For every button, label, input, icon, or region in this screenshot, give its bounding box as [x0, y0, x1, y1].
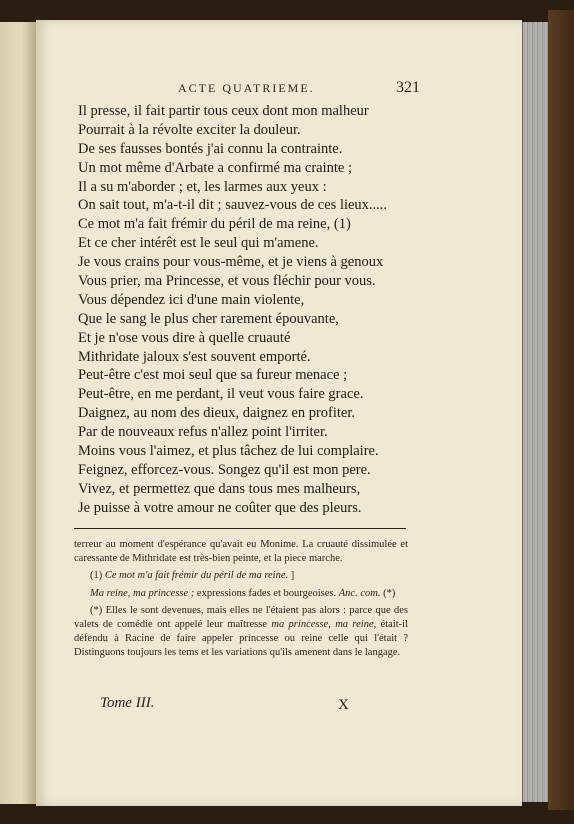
note-1-bracket: ] [290, 570, 295, 582]
note-comment-phrase: Ma reine, ma princesse ; [90, 587, 195, 599]
verse-line: De ses fausses bontés j'ai connu la contrainte. [78, 140, 343, 157]
page-block-edge [522, 22, 549, 802]
verse-line: Feignez, efforcez-vous. Songez qu'il est mon pere. [78, 461, 371, 478]
verse-line: Vous prier, ma Princesse, et vous fléchir pour vous. [78, 273, 376, 290]
signature-mark: X [338, 697, 349, 713]
page-footer [100, 695, 360, 719]
verse-line: Je vous crains pour vous-même, et je viens à genoux [78, 254, 384, 271]
verse-line: Et ce cher intérêt est le seul qui m'amene. [78, 235, 319, 252]
note-1 [74, 569, 408, 583]
note-comment-text: expressions fades et bourgeoises. [194, 587, 337, 599]
verse-line: Je puisse à votre amour ne coûter que des pleurs. [78, 499, 362, 516]
verse-line: Un mot même d'Arbate a confirmé ma crainte ; [78, 159, 352, 176]
verse-text [78, 102, 428, 518]
volume-mark: Tome III. [100, 695, 155, 711]
footnote-rule [74, 528, 406, 529]
book-cover-edge [548, 10, 574, 810]
note-asterisk-text-2: , était-il défendu à Racine de faire appeler princesse ou reine celle qui l'était ? Distinguons toujours les tems et les variations qu'ils amenent dans le langage. [74, 619, 409, 659]
note-comment-marker: (*) [383, 587, 396, 599]
note-comment-source: Anc. com. [338, 587, 381, 599]
note-1-quote: Ce mot m'a fait frémir du péril de ma reine. [104, 570, 289, 582]
verse-line: Peut-être, en me perdant, il veut vous faire grace. [78, 386, 364, 403]
footnotes [74, 538, 408, 664]
note-1-number: (1) [90, 570, 103, 582]
note-asterisk-marker: (*) [90, 604, 103, 616]
verse-line: Et je n'ose vous dire à quelle cruauté [78, 329, 291, 346]
verse-line: On sait tout, m'a-t-il dit ; sauvez-vous de ces lieux..... [78, 197, 388, 214]
note-asterisk-text-1: Elles le sont devenues, mais elles ne l'étaient pas alors : parce que des valets de comédie ont appelé leur maîtresse [74, 604, 408, 631]
note-asterisk-quote: ma princesse, ma reine [271, 619, 374, 631]
note-comment [74, 587, 408, 601]
verse-line: Ce mot m'a fait frémir du péril de ma reine, (1) [78, 216, 351, 233]
verse-line: Il a su m'aborder ; et, les larmes aux yeux : [78, 178, 327, 195]
page-header [140, 79, 420, 99]
verse-line: Pourrait à la révolte exciter la douleur. [78, 121, 301, 138]
verse-line: Par de nouveaux refus n'allez point l'irriter. [78, 424, 328, 441]
verse-line: Daignez, au nom des dieux, daignez en profiter. [78, 405, 356, 422]
verse-line: Mithridate jaloux s'est souvent emporté. [78, 348, 311, 365]
verse-line: Vous dépendez ici d'une main violente, [78, 291, 305, 308]
verse-line: Il presse, il fait partir tous ceux dont mon malheur [78, 103, 369, 119]
note-asterisk [74, 604, 408, 661]
verse-line: Peut-être c'est moi seul que sa fureur menace ; [78, 367, 348, 384]
verse-line: Que le sang le plus cher rarement épouvante, [78, 310, 339, 327]
facing-page-edge [0, 22, 37, 804]
note-continuation: terreur au moment d'espérance qu'avait eu Monime. La cruauté dissimulée et caressante de Mithridate est très-bien peinte, et la piece marche. [74, 539, 408, 565]
running-head: ACTE QUATRIEME. [178, 81, 315, 95]
page-number: 321 [396, 79, 420, 96]
verse-line: Vivez, et permettez que dans tous mes malheurs, [78, 480, 361, 497]
verse-line: Moins vous l'aimez, et plus tâchez de lui complaire. [78, 443, 379, 460]
